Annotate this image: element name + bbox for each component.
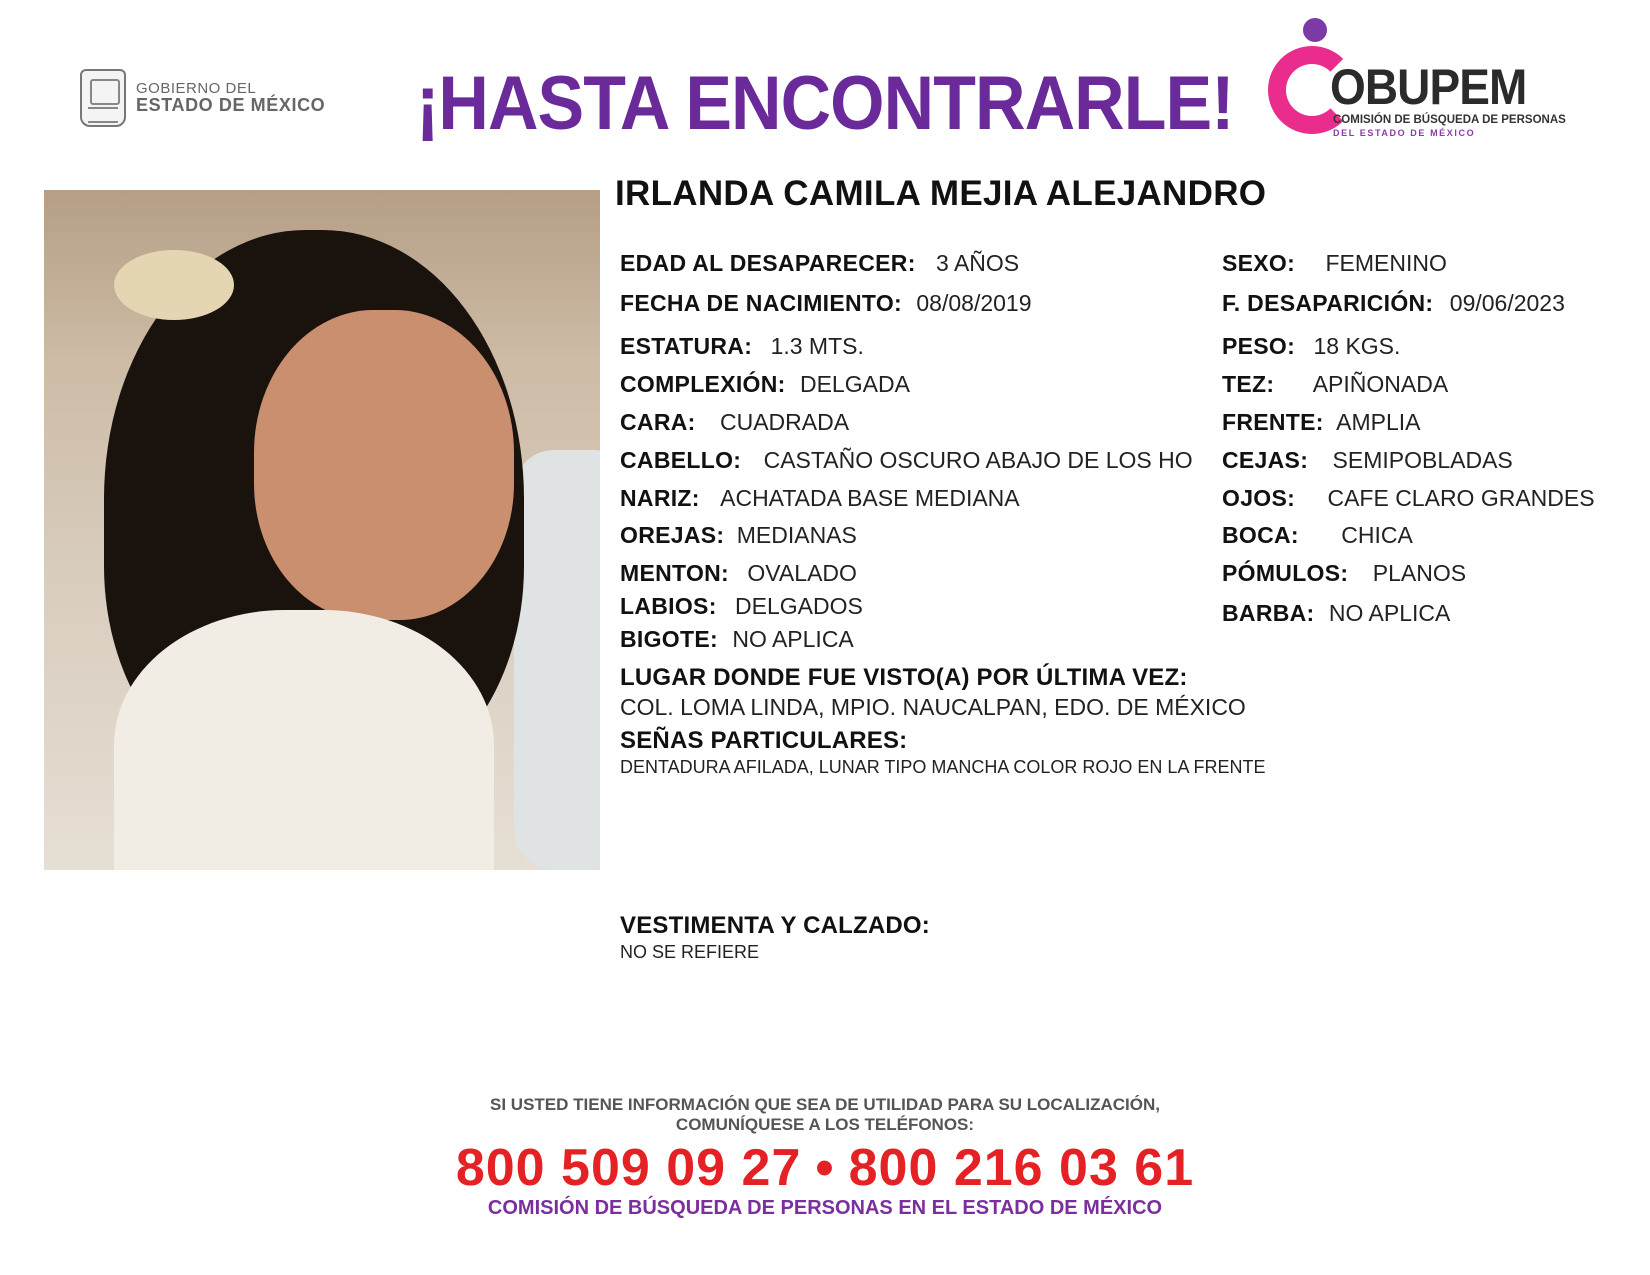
field-boca	[1222, 522, 1413, 549]
field-label: BOCA:	[1222, 522, 1299, 548]
field-ojos	[1222, 485, 1595, 512]
field-value: APIÑONADA	[1312, 371, 1449, 397]
headline: ¡HASTA ENCONTRARLE!	[416, 61, 1234, 146]
field-value: 3 AÑOS	[936, 250, 1020, 276]
field-edad	[620, 250, 1019, 277]
field-value: SEMIPOBLADAS	[1332, 447, 1513, 473]
field-value: AMPLIA	[1336, 409, 1421, 435]
field-value: FEMENINO	[1325, 250, 1447, 276]
field-peso	[1222, 333, 1400, 360]
phone-number-1[interactable]: 800 509 09 27	[455, 1139, 802, 1197]
field-label: CARA:	[620, 409, 696, 435]
field-label: CEJAS:	[1222, 447, 1309, 473]
senas-value: DENTADURA AFILADA, LUNAR TIPO MANCHA COLOR ROJO EN LA FRENTE	[620, 757, 1266, 777]
lugar-label: LUGAR DONDE FUE VISTO(A) POR ÚLTIMA VEZ:	[620, 664, 1188, 691]
senas-label: SEÑAS PARTICULARES:	[620, 727, 908, 754]
vestimenta-label: VESTIMENTA Y CALZADO:	[620, 912, 930, 939]
field-nariz	[620, 485, 1020, 512]
state-crest-icon	[80, 69, 126, 127]
missing-person-photo	[44, 190, 600, 870]
field-label: ESTATURA:	[620, 333, 753, 359]
field-value: CHICA	[1341, 522, 1413, 548]
phone-separator: •	[815, 1139, 835, 1197]
field-value: DELGADA	[799, 371, 910, 397]
field-label: PÓMULOS:	[1222, 560, 1349, 586]
cobupem-dot-icon	[1303, 18, 1327, 42]
field-label: BIGOTE:	[620, 626, 718, 652]
field-desaparicion	[1222, 290, 1565, 317]
field-value: OVALADO	[747, 560, 857, 586]
field-label: PESO:	[1222, 333, 1296, 359]
footer-info-line1: SI USTED TIENE INFORMACIÓN QUE SEA DE UTILIDAD PARA SU LOCALIZACIÓN,	[490, 1095, 1160, 1114]
field-frente	[1222, 409, 1421, 436]
field-value: 1.3 MTS.	[770, 333, 864, 359]
field-value: MEDIANAS	[736, 522, 857, 548]
field-label: OJOS:	[1222, 485, 1296, 511]
field-value: ACHATADA BASE MEDIANA	[720, 485, 1020, 511]
gov-logo-line2: ESTADO DE MÉXICO	[136, 95, 326, 116]
field-label: OREJAS:	[620, 522, 725, 548]
field-value: NO APLICA	[1328, 600, 1451, 626]
field-label: COMPLEXIÓN:	[620, 371, 786, 397]
field-label: MENTON:	[620, 560, 730, 586]
person-name: IRLANDA CAMILA MEJIA ALEJANDRO	[615, 174, 1267, 213]
field-value: CAFE CLARO GRANDES	[1327, 485, 1595, 511]
field-label: TEZ:	[1222, 371, 1275, 397]
field-sexo	[1222, 250, 1447, 277]
field-pomulos	[1222, 560, 1466, 587]
field-barba	[1222, 600, 1450, 627]
field-value: 08/08/2019	[916, 290, 1032, 316]
commission-name: COMISIÓN DE BÚSQUEDA DE PERSONAS EN EL ESTADO DE MÉXICO	[487, 1197, 1163, 1219]
field-nacimiento	[620, 290, 1032, 317]
field-menton	[620, 560, 857, 587]
field-tez	[1222, 371, 1448, 398]
field-value: NO APLICA	[732, 626, 854, 652]
cobupem-subtitle: COMISIÓN DE BÚSQUEDA DE PERSONAS	[1333, 114, 1566, 126]
field-cejas	[1222, 447, 1513, 474]
field-value: 09/06/2023	[1449, 290, 1565, 316]
field-complexion	[620, 371, 910, 398]
cobupem-wordmark: OBUPEM	[1330, 59, 1527, 115]
phone-number-2[interactable]: 800 216 03 61	[848, 1139, 1195, 1197]
field-cabello	[620, 447, 1193, 474]
gov-logo-line1: GOBIERNO DEL	[136, 79, 257, 97]
field-label: EDAD AL DESAPARECER:	[620, 250, 916, 276]
cobupem-logo	[1268, 18, 1566, 138]
field-value: 18 KGS.	[1313, 333, 1401, 359]
field-value: PLANOS	[1372, 560, 1467, 586]
field-label: F. DESAPARICIÓN:	[1222, 290, 1434, 316]
footer-info-line2: COMUNÍQUESE A LOS TELÉFONOS:	[675, 1115, 975, 1134]
vestimenta-value: NO SE REFIERE	[620, 942, 760, 962]
field-orejas	[620, 522, 857, 549]
lugar-value: COL. LOMA LINDA, MPIO. NAUCALPAN, EDO. DE MÉXICO	[620, 694, 1246, 720]
field-label: FECHA DE NACIMIENTO:	[620, 290, 902, 316]
field-bigote	[620, 626, 854, 653]
hair-bow	[114, 250, 234, 320]
field-labios	[620, 593, 863, 620]
field-label: NARIZ:	[620, 485, 700, 511]
field-label: SEXO:	[1222, 250, 1296, 276]
field-label: BARBA:	[1222, 600, 1315, 626]
field-value: CUADRADA	[720, 409, 850, 435]
government-logo	[80, 68, 330, 128]
field-label: LABIOS:	[620, 593, 717, 619]
field-value: DELGADOS	[735, 593, 863, 619]
field-label: CABELLO:	[620, 447, 742, 473]
field-label: FRENTE:	[1222, 409, 1324, 435]
field-cara	[620, 409, 849, 436]
phone-numbers	[0, 1138, 1650, 1198]
cobupem-subtitle-state: DEL ESTADO DE MÉXICO	[1333, 128, 1476, 138]
field-estatura	[620, 333, 864, 360]
field-value: CASTAÑO OSCURO ABAJO DE LOS HO	[763, 447, 1193, 473]
